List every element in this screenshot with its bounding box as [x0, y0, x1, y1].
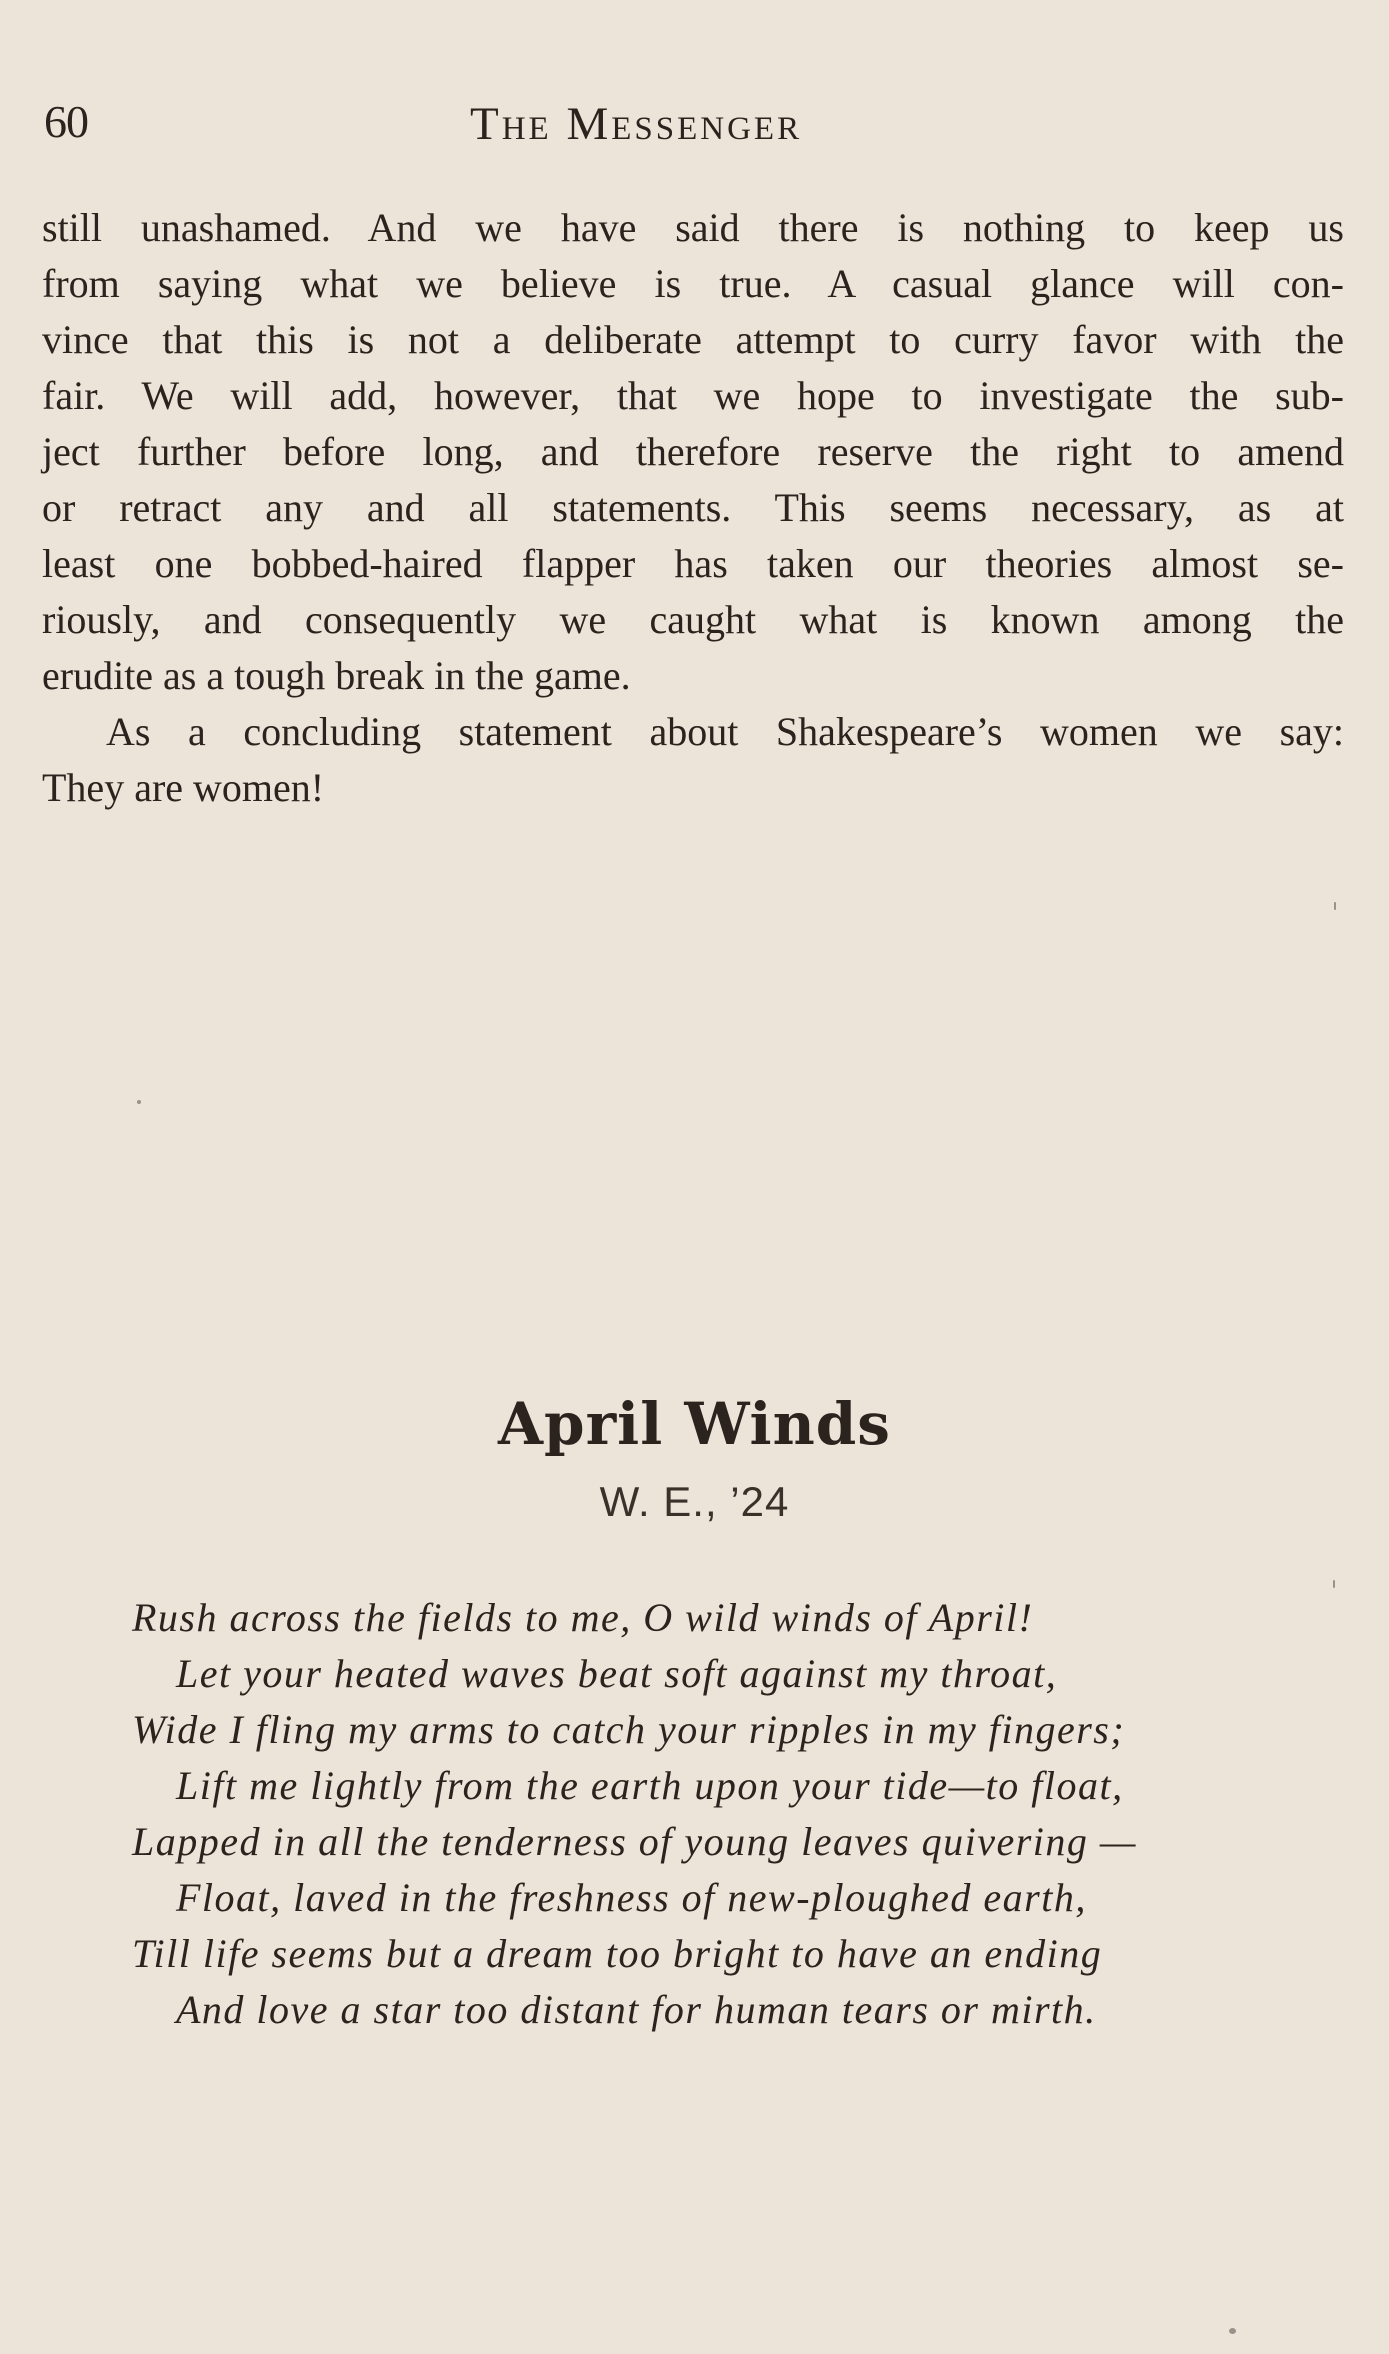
- prose-line: riously, and consequently we caught what is known among the: [42, 597, 1344, 642]
- page-number: 60: [44, 96, 88, 147]
- poem-byline: W. E., ’24: [599, 1478, 790, 1525]
- prose-line: vince that this is not a deliberate attempt to curry favor with the: [42, 317, 1344, 362]
- prose-paragraphs: [42, 200, 1344, 816]
- paper-speck: [1334, 902, 1336, 910]
- prose-line: erudite as a tough break in the game.: [42, 653, 631, 698]
- poem-title: April Winds: [498, 1390, 891, 1458]
- prose-line: As a concluding statement about Shakespeare’s women we say:: [106, 709, 1344, 754]
- paper-speck: [1333, 1580, 1335, 1588]
- poem-line: Lift me lightly from the earth upon your tide—to float,: [176, 1763, 1124, 1808]
- poem-line: And love a star too distant for human tears or mirth.: [176, 1987, 1097, 2032]
- prose-line: least one bobbed-haired flapper has taken our theories almost se-: [42, 541, 1344, 586]
- poem-line: Wide I fling my arms to catch your ripples in my fingers;: [132, 1707, 1126, 1752]
- poem-body: [132, 1590, 1137, 2038]
- prose-line: ject further before long, and therefore reserve the right to amend: [42, 429, 1344, 474]
- paper-speck: [1229, 2328, 1236, 2334]
- poem-line: Float, laved in the freshness of new-ploughed earth,: [176, 1875, 1087, 1920]
- prose-line: or retract any and all statements. This seems necessary, as at: [42, 485, 1344, 530]
- prose-line: from saying what we believe is true. A casual glance will con-: [42, 261, 1344, 306]
- poem-line: Let your heated waves beat soft against my throat,: [176, 1651, 1058, 1696]
- prose-line: still unashamed. And we have said there is nothing to keep us: [42, 205, 1344, 250]
- prose-line: They are women!: [42, 765, 325, 810]
- paper-speck: [137, 1100, 141, 1104]
- poem-line: Rush across the fields to me, O wild winds of April!: [132, 1595, 1034, 1640]
- running-head: The Messenger: [470, 98, 803, 150]
- poem-line: Lapped in all the tenderness of young leaves quivering —: [132, 1819, 1137, 1864]
- prose-line: fair. We will add, however, that we hope to investigate the sub-: [42, 373, 1344, 418]
- poem-line: Till life seems but a dream too bright to have an ending: [132, 1931, 1103, 1976]
